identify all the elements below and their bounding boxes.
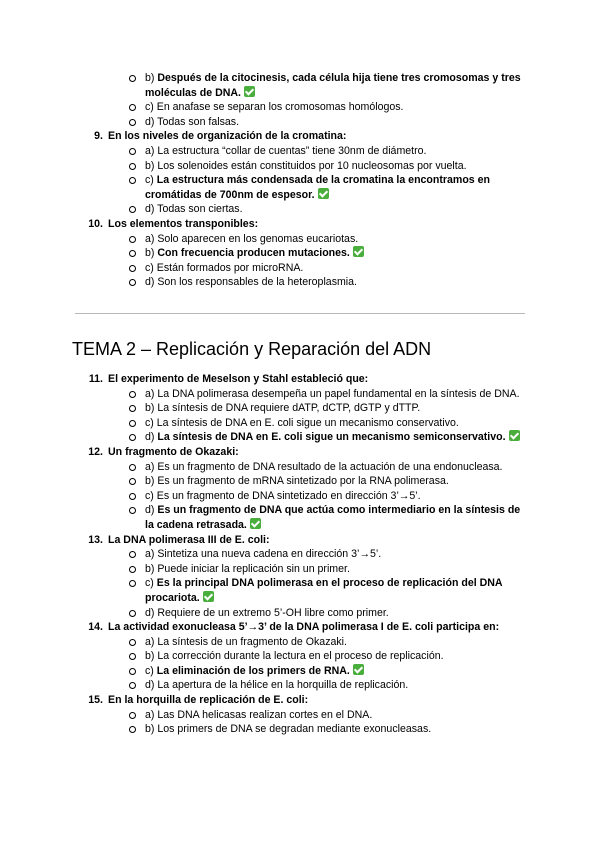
option-text: d) <box>145 431 158 444</box>
option-text: b) La síntesis de DNA requiere dATP, dCTP, dGTP y dTTP. <box>145 402 421 415</box>
option-text: b) <box>145 247 158 260</box>
question-text: En los niveles de organización de la cromatina: <box>108 130 347 143</box>
answer-option-correct <box>0 246 600 261</box>
option-text: d) <box>145 504 158 517</box>
answer-option <box>0 387 600 402</box>
question-text: Los elementos transponibles: <box>108 217 259 230</box>
section-heading: TEMA 2 – Replicación y Reparación del ADN <box>72 339 432 359</box>
circle-bullet-icon <box>129 551 136 558</box>
question-title <box>0 217 600 232</box>
circle-bullet-icon <box>129 420 136 427</box>
circle-bullet-icon <box>129 391 136 398</box>
question-list-bottom <box>0 372 600 737</box>
question-number: 13. <box>88 533 103 546</box>
answer-option-correct <box>0 173 600 202</box>
circle-bullet-icon <box>129 478 136 485</box>
check-mark-icon <box>318 188 329 199</box>
circle-bullet-icon <box>129 726 136 733</box>
circle-bullet-icon <box>129 104 136 111</box>
answer-option <box>0 489 600 504</box>
circle-bullet-icon <box>129 250 136 257</box>
answer-option <box>0 115 600 130</box>
circle-bullet-icon <box>129 148 136 155</box>
check-mark-icon <box>250 518 261 529</box>
correct-answer-text: La estructura más condensada de la cromatina la encontramos en cromátidas de 700nm de espesor. <box>145 174 491 201</box>
question-title <box>0 445 600 460</box>
answer-option <box>0 708 600 723</box>
circle-bullet-icon <box>129 610 136 617</box>
answer-option <box>0 261 600 276</box>
option-text: c) <box>145 174 157 187</box>
circle-bullet-icon <box>129 119 136 126</box>
circle-bullet-icon <box>129 682 136 689</box>
option-text: a) Las DNA helicasas realizan cortes en el DNA. <box>145 708 373 721</box>
check-mark-icon <box>509 430 520 441</box>
answer-option-correct <box>0 576 600 605</box>
circle-bullet-icon <box>129 163 136 170</box>
answer-option-correct <box>0 430 600 445</box>
circle-bullet-icon <box>129 177 136 184</box>
circle-bullet-icon <box>129 464 136 471</box>
question-title <box>0 372 600 387</box>
answer-option <box>0 159 600 174</box>
option-text: c) En anafase se separan los cromosomas homólogos. <box>145 101 404 114</box>
answer-option <box>0 547 600 562</box>
option-text: a) Sintetiza una nueva cadena en dirección 3’→5’. <box>145 548 382 561</box>
answer-option <box>0 678 600 693</box>
option-text: c) La síntesis de DNA en E. coli sigue un mecanismo conservativo. <box>145 416 459 429</box>
question-list-top <box>0 71 600 290</box>
question-title <box>0 620 600 635</box>
circle-bullet-icon <box>129 653 136 660</box>
answer-option <box>0 635 600 650</box>
answer-option <box>0 100 600 115</box>
option-text: d) Todas son falsas. <box>145 115 240 128</box>
circle-bullet-icon <box>129 405 136 412</box>
option-text: a) La DNA polimerasa desempeña un papel fundamental en la síntesis de DNA. <box>145 387 520 400</box>
option-text: c) Es un fragmento de DNA sintetizado en dirección 3’→5’. <box>145 489 421 502</box>
option-text: a) La estructura “collar de cuentas” tiene 30nm de diámetro. <box>145 144 427 157</box>
answer-option <box>0 606 600 621</box>
circle-bullet-icon <box>129 712 136 719</box>
correct-answer-text: Es un fragmento de DNA que actúa como intermediario en la síntesis de la cadena retrasada. <box>145 504 521 531</box>
option-text: a) Es un fragmento de DNA resultado de la actuación de una endonucleasa. <box>145 460 503 473</box>
correct-answer-text: La eliminación de los primers de RNA. <box>156 664 350 677</box>
question-text: En la horquilla de replicación de E. coli: <box>108 694 309 707</box>
option-text: b) La corrección durante la lectura en el proceso de replicación. <box>145 650 444 663</box>
answer-option <box>0 474 600 489</box>
check-mark-icon <box>353 246 364 257</box>
option-text: d) Requiere de un extremo 5’-OH libre como primer. <box>145 606 389 619</box>
answer-option <box>0 722 600 737</box>
answer-option <box>0 144 600 159</box>
circle-bullet-icon <box>129 434 136 441</box>
correct-answer-text: Es la principal DNA polimerasa en el proceso de replicación del DNA procariota. <box>145 577 503 604</box>
circle-bullet-icon <box>129 75 136 82</box>
question-title <box>0 533 600 548</box>
check-mark-icon <box>244 86 255 97</box>
circle-bullet-icon <box>129 566 136 573</box>
option-text: c) <box>145 664 157 677</box>
question-text: La actividad exonucleasa 5’→3’ de la DNA polimerasa I de E. coli participa en: <box>108 621 500 634</box>
circle-bullet-icon <box>129 493 136 500</box>
answer-option <box>0 401 600 416</box>
check-mark-icon <box>353 664 364 675</box>
answer-option <box>0 562 600 577</box>
circle-bullet-icon <box>129 265 136 272</box>
option-text: b) Es un fragmento de mRNA sintetizado por la RNA polimerasa. <box>145 475 449 488</box>
answer-option <box>0 232 600 247</box>
circle-bullet-icon <box>129 206 136 213</box>
correct-answer-text: Después de la citocinesis, cada célula hija tiene tres cromosomas y tres moléculas de DNA. <box>145 72 521 99</box>
option-text: d) La apertura de la hélice en la horquilla de replicación. <box>145 679 409 692</box>
question-text: Un fragmento de Okazaki: <box>108 445 239 458</box>
option-text: c) Están formados por microRNA. <box>145 261 304 274</box>
circle-bullet-icon <box>129 507 136 514</box>
question-number: 14. <box>88 621 103 634</box>
answer-option <box>0 649 600 664</box>
answer-option <box>0 460 600 475</box>
circle-bullet-icon <box>129 236 136 243</box>
question-title <box>0 693 600 708</box>
option-text: b) Puede iniciar la replicación sin un primer. <box>145 562 350 575</box>
question-number: 9. <box>94 130 103 143</box>
circle-bullet-icon <box>129 279 136 286</box>
answer-option <box>0 202 600 217</box>
question-number: 11. <box>88 373 103 385</box>
correct-answer-text: Con frecuencia producen mutaciones. <box>157 247 350 260</box>
question-number: 15. <box>88 694 103 707</box>
option-text: b) Los primers de DNA se degradan mediante exonucleasas. <box>145 723 432 736</box>
answer-option-correct <box>0 71 600 100</box>
option-text: a) La síntesis de un fragmento de Okazaki. <box>145 635 347 648</box>
check-mark-icon <box>203 591 214 602</box>
question-number: 10. <box>88 217 103 230</box>
option-text: c) <box>145 577 157 590</box>
option-text: b) <box>145 72 158 84</box>
question-number: 12. <box>88 445 103 458</box>
option-text: d) Son los responsables de la heteroplasmia. <box>145 276 357 289</box>
question-text: El experimento de Meselson y Stahl estableció que: <box>108 373 369 385</box>
question-text: La DNA polimerasa III de E. coli: <box>108 533 270 546</box>
answer-option-correct <box>0 503 600 532</box>
option-text: b) Los solenoides están constituidos por 10 nucleosomas por vuelta. <box>145 159 467 172</box>
correct-answer-text: La síntesis de DNA en E. coli sigue un mecanismo semiconservativo. <box>157 431 506 444</box>
circle-bullet-icon <box>129 668 136 675</box>
option-text: a) Solo aparecen en los genomas eucariotas. <box>145 232 359 245</box>
answer-option <box>0 275 600 290</box>
circle-bullet-icon <box>129 639 136 646</box>
answer-option <box>0 416 600 431</box>
circle-bullet-icon <box>129 580 136 587</box>
option-text: d) Todas son ciertas. <box>145 203 243 216</box>
section-divider <box>75 313 525 314</box>
question-title <box>0 129 600 144</box>
answer-option-correct <box>0 664 600 679</box>
